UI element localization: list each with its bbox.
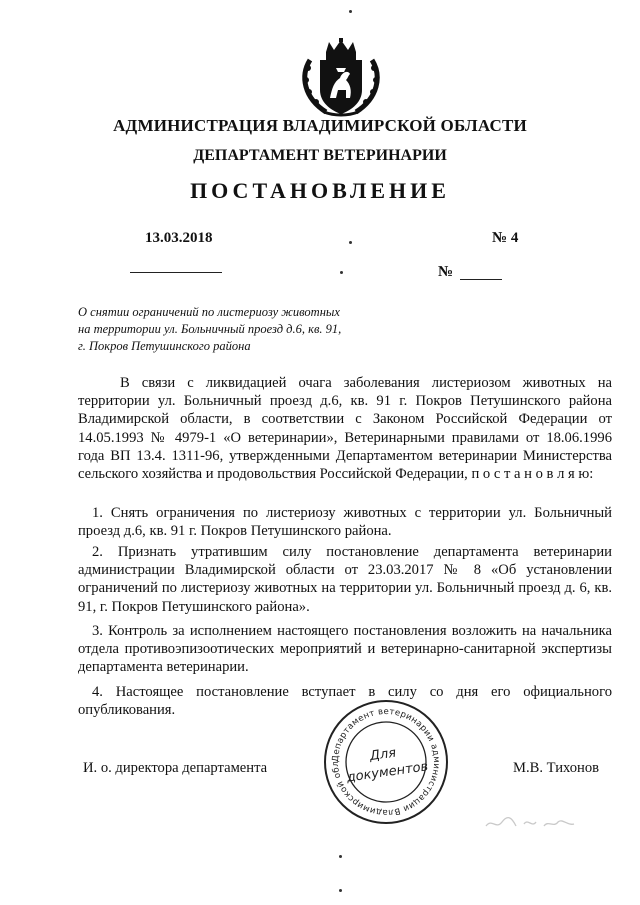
administration-title: АДМИНИСТРАЦИЯ ВЛАДИМИРСКОЙ ОБЛАСТИ <box>113 116 527 135</box>
scan-dot <box>339 889 342 892</box>
scan-dot <box>340 271 343 274</box>
stamp-ring-text: Департамент ветеринарии администрации Владимирской обл <box>330 706 442 818</box>
number-blank-label: № <box>438 264 454 280</box>
scan-dot <box>349 241 352 244</box>
signatory-title: И. о. директора департамента <box>83 760 268 776</box>
signatory-name: М.В. Тихонов <box>513 760 600 776</box>
resolution-item-2: 2. Признать утратившим силу постановление департамента ветеринарии администрации Владимирской области от 23.03.2017 № 8 «Об установлении ограничений по листериозу животных на территории ул. Больничный проезд д. 6, кв. 91, г. Покров Петушинского района». <box>78 544 612 615</box>
resolution-item-3: 3. Контроль за исполнением настоящего постановления возложить на начальника отдела противоэпизоотических мероприятий и ветеринарно-санитарной экспертизы департамента ветеринарии. <box>78 623 612 676</box>
intro-paragraph: В связи с ликвидацией очага заболевания листериозом животных на территории ул. Больничный проезд д.6, кв. 91 г. Покров Петушинского района Владимирской области, в соответствии с Законом Российской Федерации от 14.05.1993 № 4979-1 «О ветеринарии», Ветеринарными правилами от 18.06.1996 года ВП 13.4. 1311-96, утвержденными Департаментом ветеринарии Министерства сельского хозяйства и продовольствия Российской Федерации, п о с т а н о в л я ю: <box>78 375 612 483</box>
resolution-item-1: 1. Снять ограничения по листериозу животных с территории ул. Больничный проезд д.6, кв. 91 г. Покров Петушинского района. <box>78 505 612 540</box>
subject-line: на территории ул. Больничный проезд д.6, кв. 91, <box>78 322 342 336</box>
subject-line: г. Покров Петушинского района <box>78 339 251 353</box>
stamp-center-line2: документов <box>345 759 430 786</box>
document-number: № 4 <box>492 230 519 246</box>
scan-dot <box>339 855 342 858</box>
department-title: ДЕПАРТАМЕНТ ВЕТЕРИНАРИИ <box>193 147 447 164</box>
document-date: 13.03.2018 <box>145 230 213 246</box>
scan-dot <box>349 10 352 13</box>
faint-signature-scribble <box>484 812 584 834</box>
stamp-center-line1: Для <box>368 745 398 765</box>
date-blank-line <box>130 272 222 273</box>
official-stamp <box>322 698 450 826</box>
number-blank-line <box>460 279 502 280</box>
coat-of-arms-emblem <box>296 38 386 118</box>
document-type-title: ПОСТАНОВЛЕНИЕ <box>190 178 450 203</box>
subject-line: О снятии ограничений по листериозу животных <box>78 305 340 319</box>
document-subject <box>78 304 378 355</box>
resolution-item-4: 4. Настоящее постановление вступает в силу со дня его официального опубликования. <box>78 684 612 719</box>
